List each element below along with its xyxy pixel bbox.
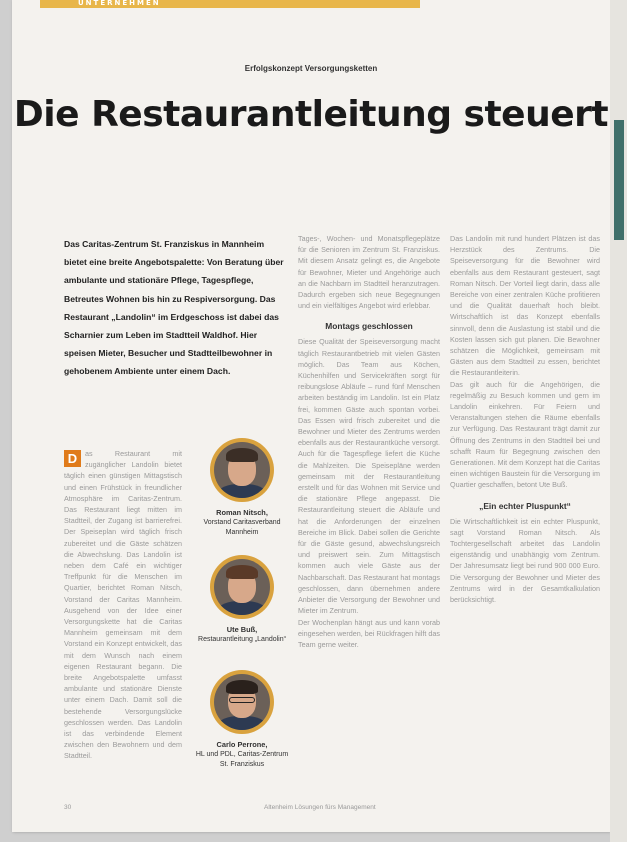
- portrait-ute-buss: [194, 555, 290, 645]
- photo: [210, 670, 274, 734]
- drop-cap: D: [64, 450, 81, 467]
- portrait-carlo-perrone: [194, 670, 290, 770]
- page-number: 30: [64, 804, 72, 811]
- section-tag: UNTERNEHMEN: [78, 0, 161, 7]
- photo-caption: [194, 740, 290, 770]
- column-3: [450, 233, 600, 828]
- lead-paragraph: Das Caritas-Zentrum St. Franziskus in Mannheim bietet eine breite Angebotspalette: Von Beratung über ambulante und stationäre Pflege, Tagespflege, Betreutes Wohnen bis hin zu Respiversorgung. Das Restaurant „Landolin“ im Erdgeschoss ist dabei das Scharnier zum Leben im Stadtteil Waldhof. Hier speisen Mieter, Besucher und Stadtteilbewohner in gehobenem Ambiente unter einem Dach.: [64, 239, 284, 377]
- caption-name: Roman Nitsch,: [216, 508, 268, 517]
- subheading: Montags geschlossen: [325, 321, 413, 332]
- column-1-text: as Restaurant mit zugänglicher Landolin bietet täglich einen günstigen Mittagstisch und einen Frühstück in freundlicher Atmosphäre im Caritas-Zentrum. Das Restaurant liegt mitten im Stadtteil, der Zugang ist barrierefrei. Der Speiseplan wird täglich frisch zubereitet und die Gäste schätzen die Abwechslung. Das Landolin ist neben dem Café ein wichtiger Treffpunkt für die Menschen im Quartier, berichtet Roman Nitsch, Vorstand der Caritas Mannheim. Ausgehend von der Idee einer Versorgungskette hat die Caritas Mannheim gemeinsam mit dem Vorstand ein Konzept entwickelt, das mit dem Wunsch nach einem eigenen Restaurant begann. Die breite Angebotspalette umfasst ambulante und stationäre Dienste unter einem Dach. Damit soll die bestehende Versorgungslücke geschlossen werden. Das Landolin ist das verbindende Element zwischen den Bewohnern und dem Stadtteil.: [64, 449, 182, 761]
- photo-caption: [194, 508, 290, 538]
- column-2: [298, 233, 440, 828]
- magazine-page: [12, 0, 610, 832]
- kicker: Erfolgskonzept Versorgungsketten: [244, 64, 378, 73]
- photo: [210, 438, 274, 502]
- caption-name: Ute Buß,: [226, 625, 258, 634]
- paragraph: Das gilt auch für die Angehörigen, die regelmäßig zu Besuch kommen und gern im Landolin einkehren. Für Feiern und Veranstaltungen stehen die Räume ebenfalls zur Verfügung. Das Restaurant trägt damit zur Öffnung des Zentrums in den Stadtteil bei und schafft Raum für Begegnung zwischen den Generationen. Mit dem Konzept hat die Caritas einen wichtigen Baustein für die Versorgung im Quartier geschaffen, betont Ute Buß.: [450, 379, 600, 490]
- paragraph: Diese Qualität der Speiseversorgung macht täglich Restaurantbetrieb mit vielen Gästen möglich. Das Team aus Köchen, Küchenhilfen und Servicekräften sorgt für reibungslose Abläufe – rund fünf Menschen arbeiten beständig im Landolin. Ist ein Platz frei, kommen Gäste auch spontan vorbei. Das Essen wird frisch zubereitet und die Bewohner und Mieter des Zentrums werden ebenfalls aus der Restaurantküche versorgt. Auch für die Tagespflege liefert die Küche die Mahlzeiten. Die Speisepläne werden gemeinsam mit der Restaurantleitung erstellt und für das Wohnen mit Service und die stationäre Pflege angepasst. Die Restaurantleitung steuert die Abläufe und hat die Anforderungen der einzelnen Bereiche im Blick. Dabei sollen die Gerichte für die Gäste gesund, abwechslungsreich und preiswert sein. Zum Mittagstisch kommen auch viele Gäste aus der Nachbarschaft. Das Restaurant hat montags geschlossen, dann übernehmen andere Anbieter die Versorgung der Bewohner und Mieter im Zentrum.: [298, 337, 440, 616]
- paragraph: Das Landolin mit rund hundert Plätzen ist das Herzstück des Zentrums. Die Speiseversorgung für die Bewohner wird ebenfalls aus dem Restaurant gesteuert, sagt Roman Nitsch. Der Vorteil liegt darin, dass alle Bereiche von einer zentralen Küche profitieren und die Qualität dauerhaft hoch bleibt. Wirtschaftlich ist das Konzept ebenfalls sinnvoll, denn die Auslastung ist stabil und die Kosten lassen sich gut planen. Die Bewohner schätzen die Möglichkeit, gemeinsam mit Gästen aus dem Stadtteil zu essen, berichtet die Restaurantleiterin.: [450, 234, 600, 378]
- photo: [210, 555, 274, 619]
- caption-name: Carlo Perrone,: [216, 740, 268, 749]
- paragraph: Die Wirtschaftlichkeit ist ein echter Pluspunkt, sagt Vorstand Roman Nitsch. Als Tochtergesellschaft arbeitet das Landolin eigenständig und unabhängig vom Zentrum. Der Jahresumsatz liegt bei rund 900 000 Euro. Die Versorgung der Bewohner und Mieter des Zentrums wird in der Gesamtkalkulation berücksichtigt.: [450, 516, 600, 605]
- publication-name: Altenheim Lösungen fürs Management: [264, 804, 376, 811]
- caption-role: Restaurantleitung „Landolin“: [198, 636, 286, 643]
- paragraph: Tages-, Wochen- und Monatspflegeplätze für die Senioren im Zentrum St. Franziskus. Mit diesem Ansatz gelingt es, die Angebote für Bewohner, Mieter und Angehörige auch an die Nachbarn im Stadtteil heranzutragen. Dadurch ergeben sich neue Begegnungen und ein vielfältiges Angebot wird erlebbar.: [298, 234, 440, 311]
- headline: Die Restaurantleitung steuert: [13, 94, 609, 135]
- caption-role: HL und PDL, Caritas-Zentrum St. Franziskus: [195, 751, 289, 768]
- adjacent-page-edge: [610, 0, 627, 842]
- section-bar: [40, 0, 420, 8]
- caption-role: Vorstand Caritasverband Mannheim: [203, 519, 281, 536]
- column-1: [64, 448, 182, 828]
- paragraph: Der Wochenplan hängt aus und kann vorab eingesehen werden, bei Rückfragen hilft das Team gerne weiter.: [298, 617, 440, 649]
- subheading: „Ein echter Pluspunkt“: [479, 500, 571, 511]
- photo-caption: [194, 625, 290, 645]
- adjacent-page-image: [614, 120, 624, 240]
- portrait-roman-nitsch: [194, 438, 290, 538]
